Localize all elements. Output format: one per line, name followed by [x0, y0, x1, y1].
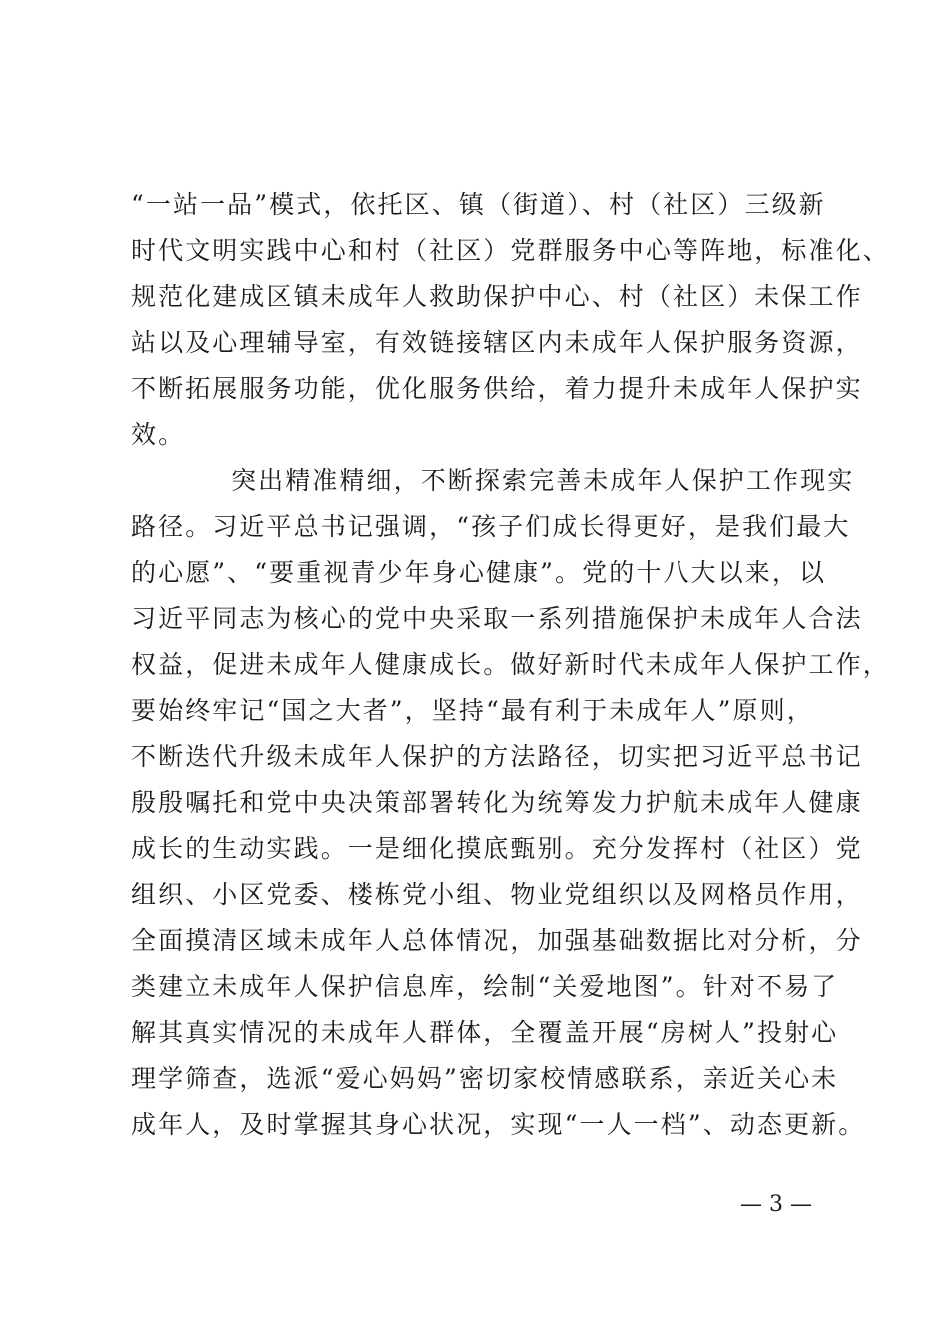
- text-line: 突出精准精细，不断探索完善未成年人保护工作现实: [231, 466, 855, 495]
- text-line: 成年人，及时掌握其身心状况，实现“一人一档”、动态更新。: [131, 1110, 866, 1139]
- page-number: — 3 —: [740, 1192, 812, 1217]
- text-line: 站以及心理辅导室，有效链接辖区内未成年人保护服务资源，: [131, 328, 863, 357]
- text-line: 理学筛查，选派“爱心妈妈”密切家校情感联系，亲近关心未: [131, 1064, 839, 1093]
- text-line: 全面摸清区域未成年人总体情况，加强基础数据比对分析，分: [131, 926, 863, 955]
- text-line: 规范化建成区镇未成年人救助保护中心、村（社区）未保工作: [131, 282, 863, 311]
- text-line: 殷殷嘱托和党中央决策部署转化为统筹发力护航未成年人健康: [131, 788, 863, 817]
- text-line: 的心愿”、“要重视青少年身心健康”。党的十八大以来，以: [131, 558, 827, 587]
- text-line: 路径。习近平总书记强调，“孩子们成长得更好，是我们最大: [131, 512, 851, 541]
- text-line: 解其真实情况的未成年人群体，全覆盖开展“房树人”投射心: [131, 1018, 839, 1047]
- text-line: 不断拓展服务功能，优化服务供给，着力提升未成年人保护实: [131, 374, 863, 403]
- text-line: 效。: [131, 420, 186, 449]
- text-line: 不断迭代升级未成年人保护的方法路径，切实把习近平总书记: [131, 742, 863, 771]
- text-line: “一站一品”模式，依托区、镇（街道）、村（社区）三级新: [131, 190, 826, 219]
- text-line: 习近平同志为核心的党中央采取一系列措施保护未成年人合法: [131, 604, 863, 633]
- text-line: 类建立未成年人保护信息库，绘制“关爱地图”。针对不易了: [131, 972, 839, 1001]
- text-line: 时代文明实践中心和村（社区）党群服务中心等阵地，标准化、: [131, 236, 890, 265]
- text-line: 要始终牢记“国之大者”，坚持“最有利于未成年人”原则，: [131, 696, 814, 725]
- text-line: 组织、小区党委、楼栋党小组、物业党组织以及网格员作用，: [131, 880, 863, 909]
- text-line: 权益，促进未成年人健康成长。做好新时代未成年人保护工作，: [131, 650, 890, 679]
- text-line: 成长的生动实践。一是细化摸底甄别。充分发挥村（社区）党: [131, 834, 863, 863]
